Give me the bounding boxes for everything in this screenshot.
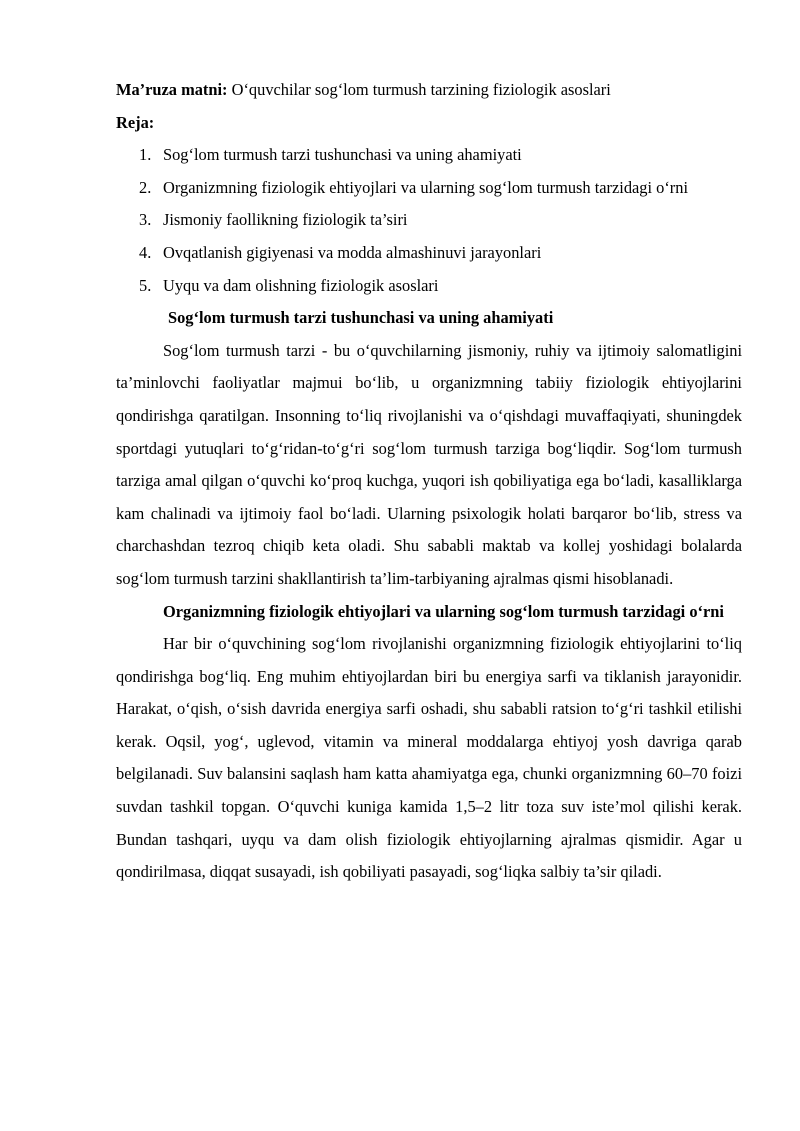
plan-item-number: 2. (139, 177, 152, 197)
plan-item (116, 139, 742, 172)
section-heading: Organizmning fiziologik ehtiyojlari va ularning sog‘lom turmush tarzidagi o‘rni (163, 601, 724, 621)
lecture-title-line (116, 74, 742, 107)
plan-item-text: Jismoniy faollikning fiziologik ta’siri (163, 210, 408, 230)
plan-item-number: 3. (139, 210, 152, 230)
section-heading: Sog‘lom turmush tarzi tushunchasi va uning ahamiyati (168, 308, 554, 328)
lecture-topic: O‘quvchilar sog‘lom turmush tarzining fiziologik asoslari (227, 80, 611, 99)
plan-item-number: 5. (139, 275, 152, 295)
plan-item (116, 172, 742, 205)
plan-item-text: Uyqu va dam olishning fiziologik asoslari (163, 275, 439, 295)
plan-item-text: Organizmning fiziologik ehtiyojlari va ularning sog‘lom turmush tarzidagi o‘rni (163, 177, 688, 197)
lecture-label: Ma’ruza matni: (116, 80, 228, 99)
plan-item (116, 237, 742, 270)
section-body: Har bir o‘quvchining sog‘lom rivojlanishi organizmning fiziologik ehtiyojlarini to‘liq qondirishga bog‘liq. Eng muhim ehtiyojlardan biri bu energiya sarfi va tiklanish jarayonidir. Harakat, o‘qish, o‘sish davrida energiya sarfi oshadi, shu sababli ratsion to‘g‘ri tashkil etilishi kerak. Oqsil, yog‘, uglevod, vitamin va mineral moddalarga ehtiyoj yosh davriga qarab belgilanadi. Suv balansini saqlash ham katta ahamiyatga ega, chunki organizmning 60–70 foizi suvdan tashkil topgan. O‘quvchi kuniga kamida 1,5–2 litr toza suv iste’mol qilishi kerak. Bundan tashqari, uyqu va dam olish fiziologik ehtiyojlarning ajralmas qismidir. Agar u qondirilmasa, diqqat susayadi, ish qobiliyati pasayadi, sog‘liqka salbiy ta’sir qiladi. (116, 634, 742, 882)
plan-item-number: 4. (139, 242, 152, 262)
plan-label: Reja: (116, 112, 155, 132)
plan-item-text: Ovqatlanish gigiyenasi va modda almashinuvi jarayonlari (163, 242, 542, 262)
document-page (116, 74, 742, 889)
plan-item (116, 270, 742, 303)
plan-item-number: 1. (139, 145, 152, 165)
plan-item-text: Sog‘lom turmush tarzi tushunchasi va uning ahamiyati (163, 145, 522, 165)
section-body: Sog‘lom turmush tarzi - bu o‘quvchilarning jismoniy, ruhiy va ijtimoiy salomatligini ta’minlovchi faoliyatlar majmui bo‘lib, u organizmning tabiiy fiziologik ehtiyojlarini qondirishga qaratilgan. Insonning to‘liq rivojlanishi va o‘qishdagi muvaffaqiyati, shuningdek sportdagi yutuqlari to‘g‘ridan-to‘g‘ri sog‘lom turmush tarziga bog‘liqdir. Sog‘lom turmush tarziga amal qilgan o‘quvchi ko‘proq kuchga, yuqori ish qobiliyatiga ega bo‘ladi, kasalliklarga kam chalinadi va ijtimoiy faol bo‘ladi. Ularning psixologik holati barqaror bo‘lib, stress va charchashdan tezroq chiqib keta oladi. Shu sababli maktab va kollej yoshidagi bolalarda sog‘lom turmush tarzini shakllantirish ta’lim-tarbiyaning ajralmas qismi hisoblanadi. (116, 340, 742, 588)
plan-list (116, 139, 742, 302)
plan-item (116, 204, 742, 237)
